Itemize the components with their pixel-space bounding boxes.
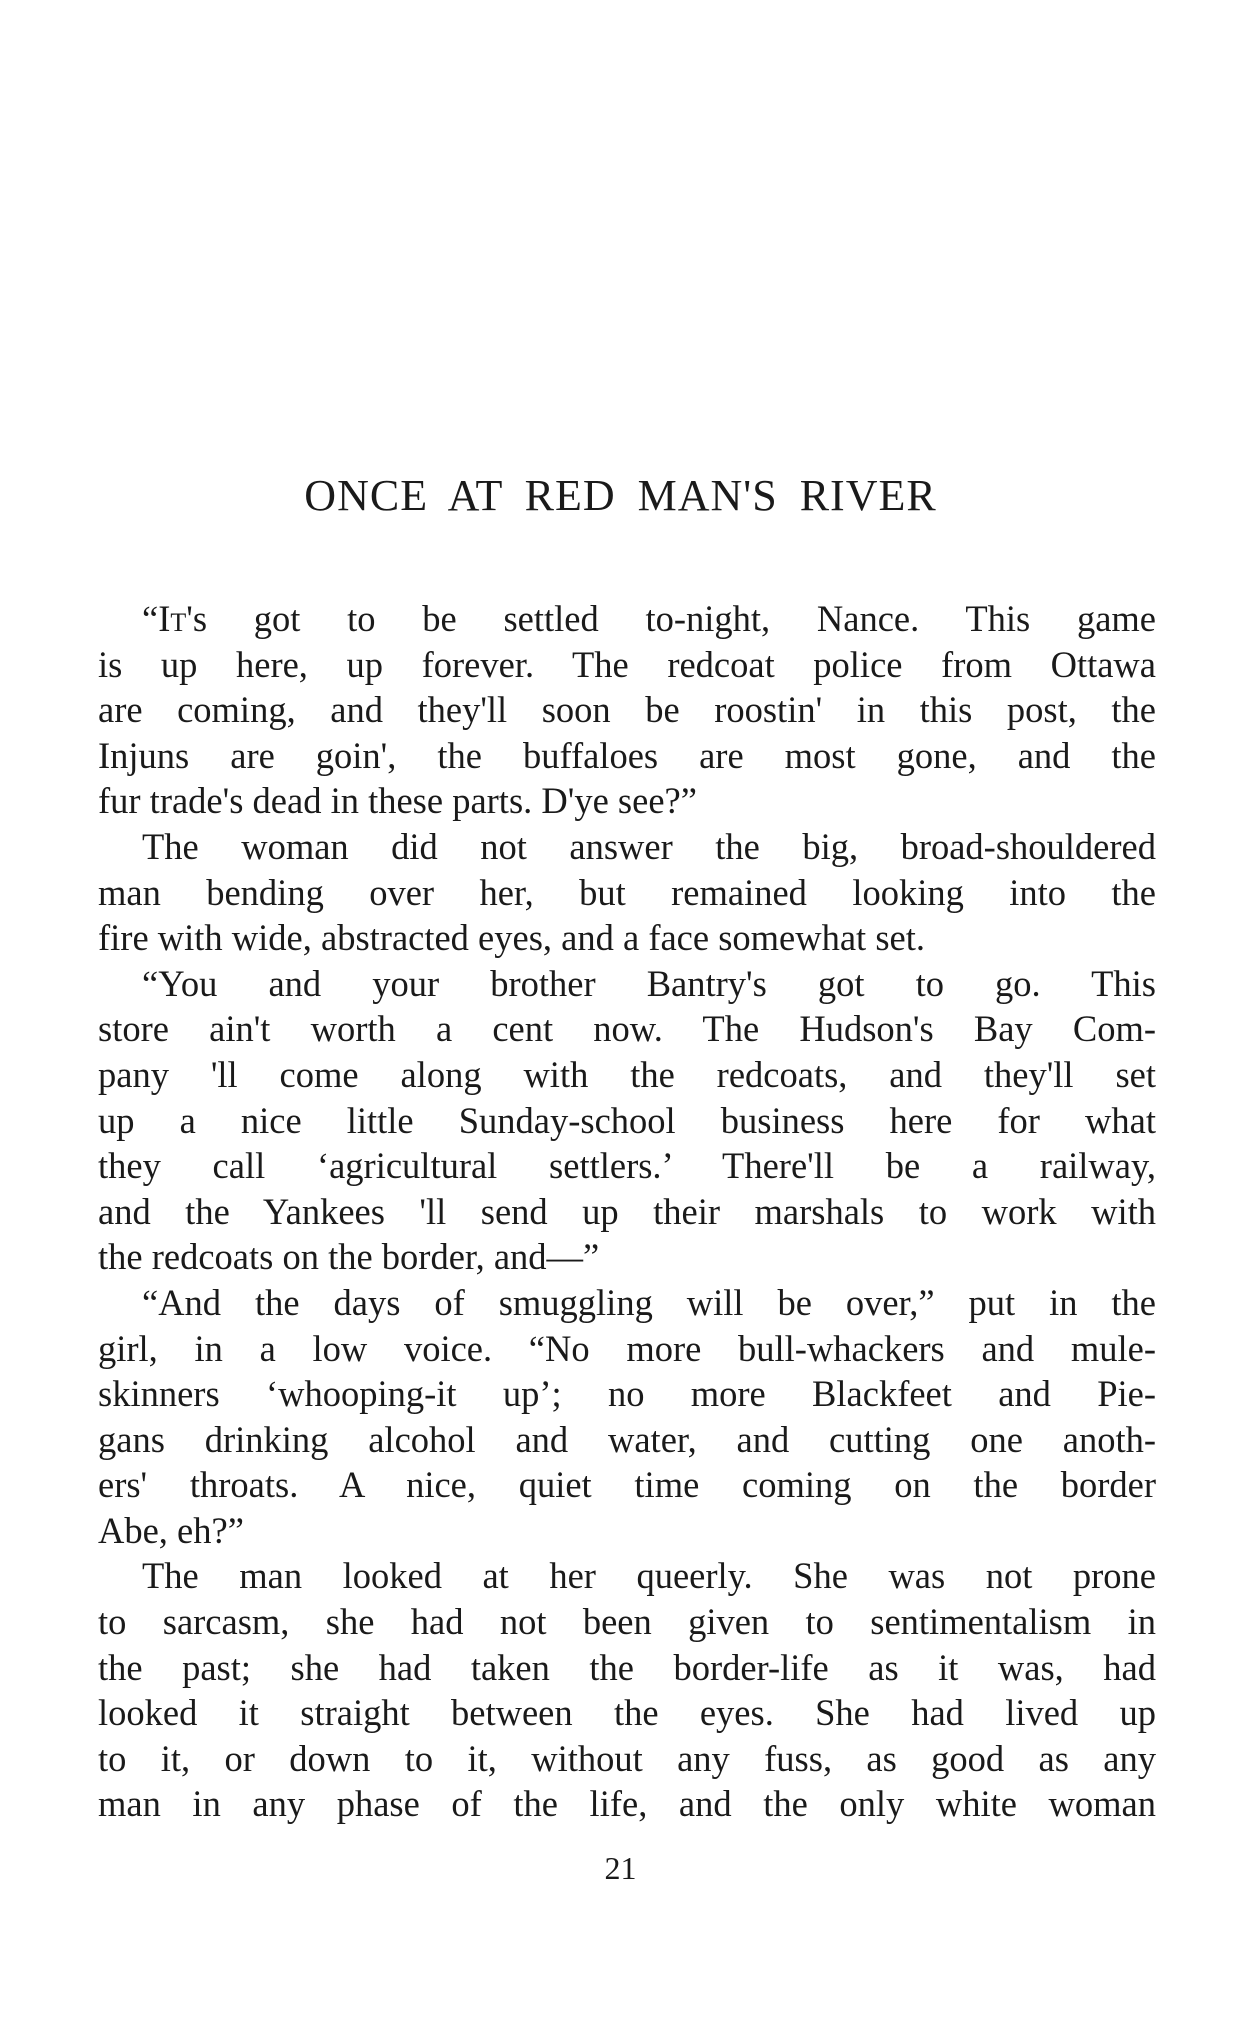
text-line: up a nice little Sunday-school business here for what xyxy=(98,1099,1156,1141)
text-line: and the Yankees 'll send up their marshals to work with xyxy=(98,1190,1156,1232)
text-line: “And the days of smuggling will be over,” put in the xyxy=(142,1281,1156,1323)
text-line: to it, or down to it, without any fuss, as good as any xyxy=(98,1737,1156,1779)
text-line: are coming, and they'll soon be roostin' in this post, the xyxy=(98,689,1156,731)
text-line: ers' throats. A nice, quiet time coming on the border xyxy=(98,1464,1156,1506)
text-line: the past; she had taken the border-life as it was, had xyxy=(98,1646,1156,1688)
text-line: is up here, up forever. The redcoat police from Ottawa xyxy=(98,643,1156,685)
text-line: the redcoats on the border, and—” xyxy=(98,1236,600,1278)
text-line: to sarcasm, she had not been given to sentimentalism in xyxy=(98,1601,1156,1643)
text-line: pany 'll come along with the redcoats, and they'll set xyxy=(98,1053,1156,1095)
text-line: Abe, eh?” xyxy=(98,1509,244,1551)
text-line: store ain't worth a cent now. The Hudson's Bay Com- xyxy=(98,1008,1156,1050)
body-text xyxy=(98,596,1156,1827)
text-line: fire with wide, abstracted eyes, and a face somewhat set. xyxy=(98,917,925,959)
page-number: 21 xyxy=(604,1850,637,1886)
text-line: gans drinking alcohol and water, and cutting one anoth- xyxy=(98,1418,1156,1460)
text-line: man in any phase of the life, and the only white woman xyxy=(98,1783,1156,1825)
text-line: “It's got to be settled to-night, Nance. This game xyxy=(142,598,1156,639)
chapter-title: ONCE AT RED MAN'S RIVER xyxy=(304,471,937,520)
text-line: The woman did not answer the big, broad-shouldered xyxy=(142,825,1156,867)
text-line: looked it straight between the eyes. She had lived up xyxy=(98,1692,1156,1734)
text-line: man bending over her, but remained looking into the xyxy=(98,871,1156,913)
text-line: girl, in a low voice. “No more bull-whackers and mule- xyxy=(98,1327,1156,1369)
text-line: “You and your brother Bantry's got to go. This xyxy=(142,962,1156,1004)
text-line: The man looked at her queerly. She was not prone xyxy=(142,1555,1156,1597)
text-line: skinners ‘whooping-it up’; no more Blackfeet and Pie- xyxy=(98,1373,1156,1415)
text-line: fur trade's dead in these parts. D'ye see?” xyxy=(98,780,697,822)
text-line: they call ‘agricultural settlers.’ There'll be a railway, xyxy=(98,1145,1156,1187)
text-line: Injuns are goin', the buffaloes are most gone, and the xyxy=(98,734,1156,776)
